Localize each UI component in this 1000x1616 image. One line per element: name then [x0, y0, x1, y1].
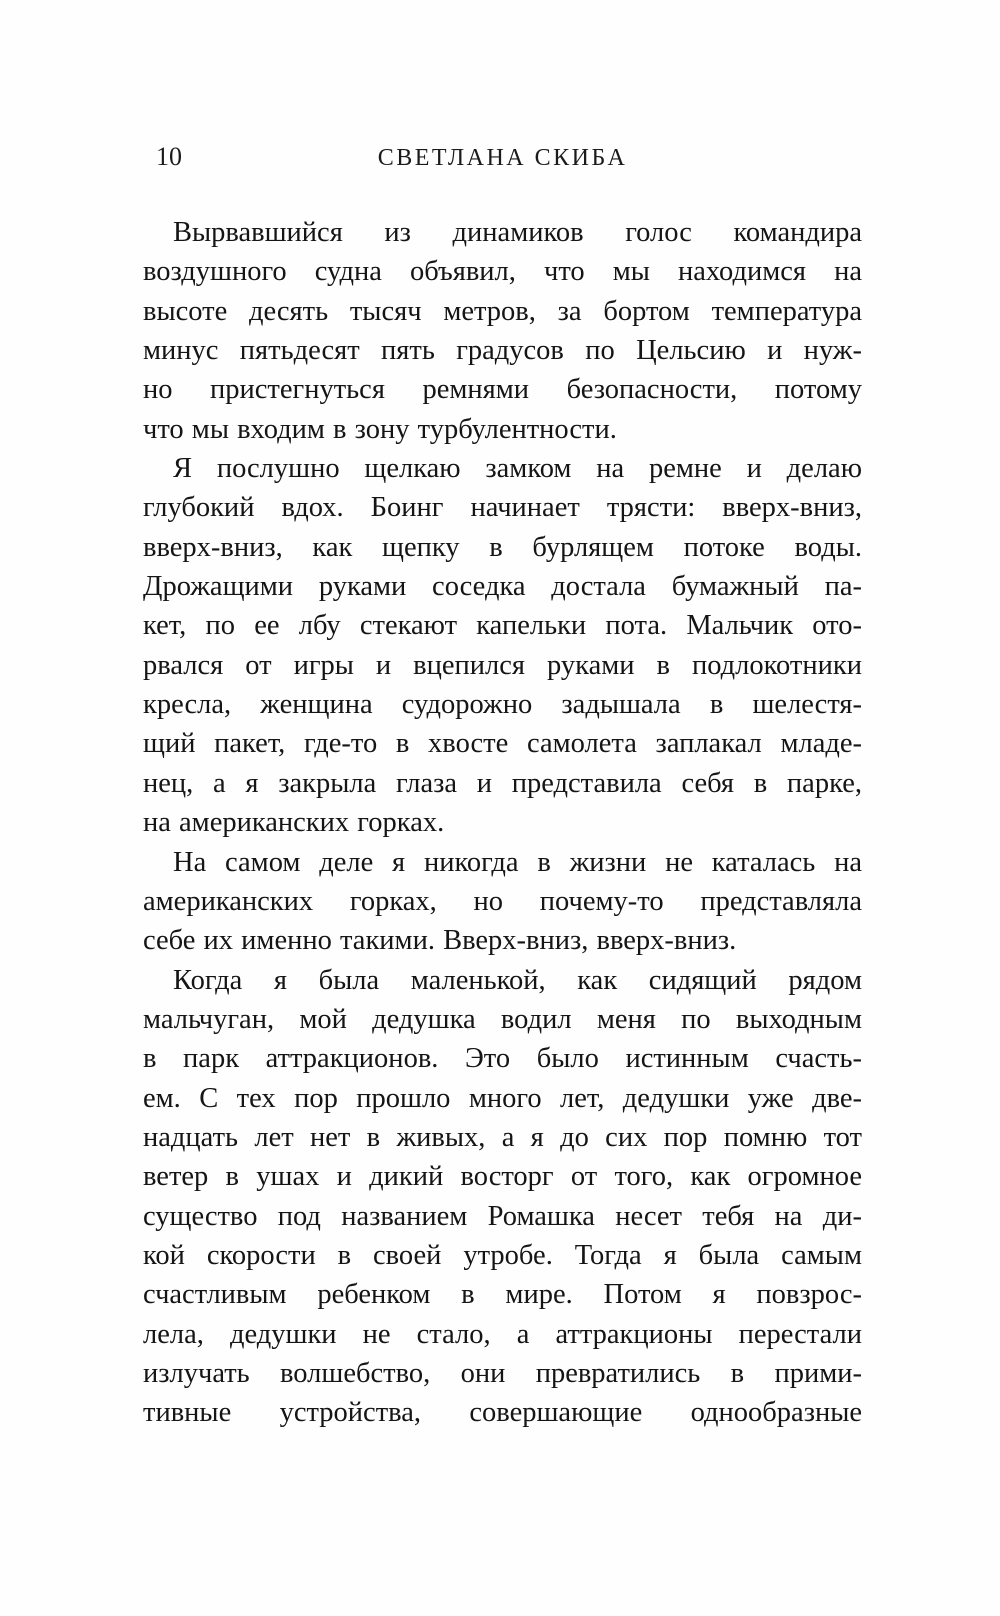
text-line: кой скорости в своей утробе. Тогда я была самым	[143, 1239, 862, 1271]
text-line: Я послушно щелкаю замком на ремне и делаю	[173, 453, 862, 485]
text-line: в парк аттракционов. Это было истинным счасть-	[143, 1043, 862, 1075]
text-line: американских горках, но почему-то представляла	[143, 885, 862, 917]
text-line: себе их именно такими. Вверх-вниз, вверх-вниз.	[143, 925, 737, 957]
text-line: глубокий вдох. Боинг начинает трясти: вверх-вниз,	[143, 492, 862, 524]
text-line: вверх-вниз, как щепку в бурлящем потоке воды.	[143, 531, 862, 563]
text-line: минус пятьдесят пять градусов по Цельсию и нуж-	[143, 335, 862, 367]
text-line: ветер в ушах и дикий восторг от того, как огромное	[143, 1161, 862, 1193]
text-line: кресла, женщина судорожно задышала в шелестя-	[143, 689, 862, 721]
text-line: воздушного судна объявил, что мы находимся на	[143, 256, 862, 288]
text-line: лела, дедушки не стало, а аттракционы перестали	[143, 1318, 862, 1350]
running-header-title: СВЕТЛАНА СКИБА	[377, 145, 628, 171]
text-line: излучать волшебство, они превратились в прими-	[143, 1357, 862, 1389]
text-line: существо под названием Ромашка несет тебя на ди-	[143, 1200, 862, 1232]
text-line: на американских горках.	[143, 807, 445, 839]
text-line: высоте десять тысяч метров, за бортом температура	[143, 295, 862, 327]
text-line: На самом деле я никогда в жизни не каталась на	[173, 846, 862, 878]
text-line: мальчуган, мой дедушка водил меня по выходным	[143, 1003, 862, 1035]
text-line: но пристегнуться ремнями безопасности, потому	[143, 374, 862, 406]
text-line: ем. С тех пор прошло много лет, дедушки уже две-	[143, 1082, 862, 1114]
text-line: щий пакет, где-то в хвосте самолета заплакал младе-	[143, 728, 862, 760]
body-text	[143, 213, 862, 1433]
page-number: 10	[156, 142, 182, 171]
text-line: рвался от игры и вцепился руками в подлокотники	[143, 649, 862, 681]
running-header	[143, 144, 862, 174]
text-line: что мы входим в зону турбулентности.	[143, 413, 617, 445]
text-line: надцать лет нет в живых, а я до сих пор помню тот	[143, 1121, 862, 1153]
text-line: кет, по ее лбу стекают капельки пота. Мальчик ото-	[143, 610, 862, 642]
text-line: тивные устройства, совершающие однообразные	[143, 1397, 862, 1429]
text-line: счастливым ребенком в мире. Потом я повзрос-	[143, 1279, 862, 1311]
text-line: Когда я была маленькой, как сидящий рядом	[173, 964, 862, 996]
text-line: Дрожащими руками соседка достала бумажный па-	[143, 571, 862, 603]
text-line: Вырвавшийся из динамиков голос командира	[173, 217, 862, 248]
text-line: нец, а я закрыла глаза и представила себя в парке,	[143, 767, 862, 799]
